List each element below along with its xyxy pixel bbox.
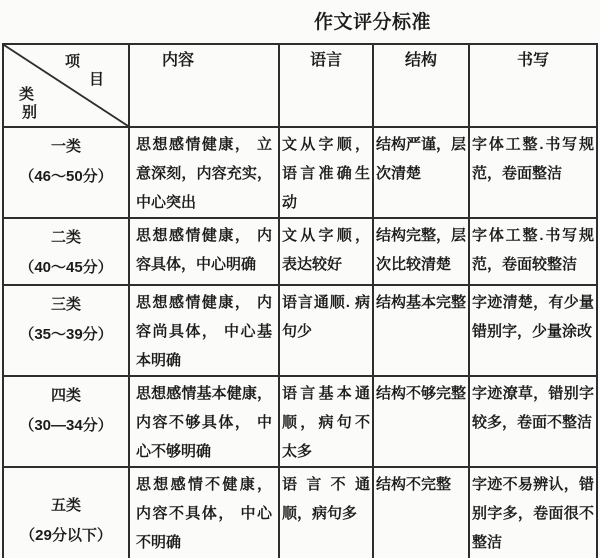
cell-structure: 结构不完整	[373, 467, 469, 558]
cell-language: 语言不通顺，病句多	[279, 467, 373, 558]
cell-content: 思想感情不健康， 内容不具体， 中心不明确	[129, 467, 279, 558]
score-range: （46～50分）	[19, 168, 113, 185]
header-structure: 结构	[373, 44, 469, 127]
cell-content: 思想感情健康， 内容具体，中心明确	[129, 218, 279, 285]
table-row	[3, 467, 597, 558]
table-row	[3, 218, 597, 285]
cell-structure: 结构严谨，层次清楚	[373, 127, 469, 218]
cell-language: 语言基本通顺，病句不太多	[279, 376, 373, 467]
category-label: 二类	[50, 229, 81, 246]
cell-category	[3, 285, 129, 376]
category-label: 一类	[50, 138, 81, 155]
cell-structure: 结构完整，层次比较清楚	[373, 218, 469, 285]
score-range: （29分以下）	[20, 526, 112, 544]
page-title: 作文评分标准	[314, 12, 432, 33]
score-range: （30—34分）	[19, 417, 113, 434]
cell-structure: 结构基本完整	[373, 285, 469, 376]
corner-label-project-char2: 目	[89, 71, 105, 88]
header-language: 语言	[279, 44, 373, 127]
cell-handwriting: 字迹清楚，有少量错别字，少量涂改	[469, 285, 597, 376]
cell-structure: 结构不够完整	[373, 376, 469, 467]
cell-content: 思想感情健康， 内容尚具体， 中心基本明确	[129, 285, 279, 376]
header-content: 内容	[129, 44, 279, 127]
table-row	[3, 376, 597, 467]
cell-handwriting: 字体工整.书写规范，卷面整洁	[469, 127, 597, 218]
cell-category	[3, 127, 129, 218]
table-row	[3, 285, 597, 376]
category-label: 三类	[50, 296, 81, 313]
cell-handwriting: 字体工整.书写规范，卷面较整洁	[469, 218, 597, 285]
table-row	[3, 127, 597, 218]
cell-handwriting: 字迹潦草，错别字较多，卷面不整洁	[469, 376, 597, 467]
cell-language: 语言通顺. 病句少	[279, 285, 373, 376]
score-range: （40～45分）	[19, 259, 113, 276]
cell-handwriting: 字迹不易辨认，错别字多，卷面很不整洁	[469, 467, 597, 558]
cell-category	[3, 467, 129, 558]
scoring-table	[2, 43, 598, 558]
cell-category	[3, 376, 129, 467]
cell-content: 思想感情基本健康，内容不够具体， 中心不够明确	[129, 376, 279, 467]
category-label: 五类	[50, 496, 81, 514]
cell-language: 文从字顺，语言准确生动	[279, 127, 373, 218]
cell-content: 思想感情健康， 立意深刻，内容充实，中心突出	[129, 127, 279, 218]
header-handwriting: 书写	[469, 44, 597, 127]
cell-language: 文从字顺，表达较好	[279, 218, 373, 285]
score-range: （35～39分）	[19, 326, 113, 343]
corner-label-category-char1: 类	[19, 86, 35, 103]
corner-label-category-char2: 别	[22, 104, 38, 121]
corner-cell	[3, 44, 129, 127]
table-header-row	[3, 44, 597, 127]
category-label: 四类	[50, 387, 81, 404]
cell-category	[3, 218, 129, 285]
corner-label-project-char1: 项	[65, 53, 81, 70]
